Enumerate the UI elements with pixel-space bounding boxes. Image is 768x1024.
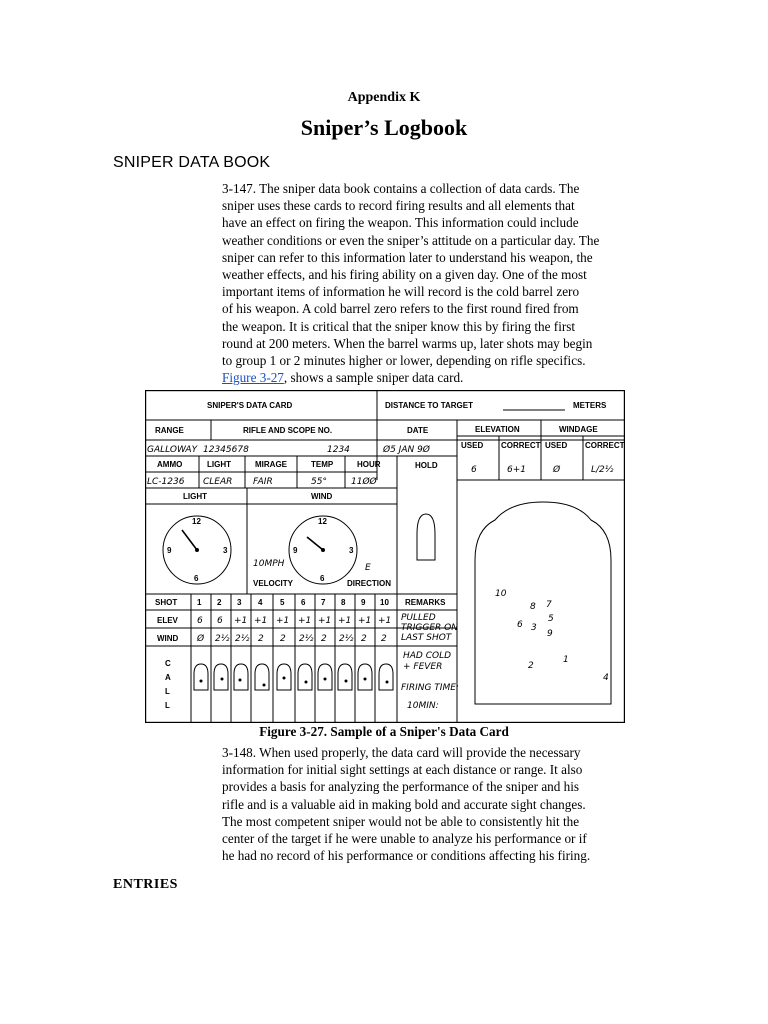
text-line: sniper can refer to this information later to understand his weapon, the <box>222 249 593 265</box>
ammo-label: AMMO <box>157 460 183 469</box>
windage-label: WINDAGE <box>559 425 598 434</box>
figure-caption: Figure 3-27. Sample of a Sniper's Data Card <box>259 724 509 739</box>
hw-elev-1: 6 <box>197 616 203 626</box>
text-line: round at 200 meters. When the barrel warms up, later shots may begin <box>222 335 593 351</box>
hw-elev-9: +1 <box>358 616 372 626</box>
hw-velocity: 10MPH <box>253 559 285 569</box>
rifle-scope-label: RIFLE AND SCOPE NO. <box>243 426 333 435</box>
hw-elev-10: +1 <box>378 616 392 626</box>
shot-number: 3 <box>237 598 242 607</box>
temp-label: TEMP <box>311 460 334 469</box>
shot-number: 5 <box>280 598 285 607</box>
hw-range: GALLOWAY <box>147 445 198 455</box>
target-shot: 7 <box>546 600 552 610</box>
page-title: Sniper’s Logbook <box>300 115 468 140</box>
text-line: information for initial sight settings at each distance or range. It also <box>222 762 583 778</box>
hw-elev-2: 6 <box>217 616 223 626</box>
light-label: LIGHT <box>183 492 207 501</box>
call-letter: C <box>165 659 171 668</box>
hw-elev-6: +1 <box>298 616 312 626</box>
text-line: the weapon. It is critical that the sniper know this by firing the first <box>222 318 576 334</box>
hw-light: CLEAR <box>203 477 233 487</box>
hw-direction: E <box>365 563 371 573</box>
hw-remark: TRIGGER ON <box>401 623 458 633</box>
wind-label: WIND <box>311 492 333 501</box>
target-shot: 1 <box>563 655 569 665</box>
text-line: sniper uses these cards to record firing results and all elements that <box>222 198 575 214</box>
shot-number: 2 <box>217 598 222 607</box>
elevation-label: ELEVATION <box>475 425 520 434</box>
text-line: weather effects, and his firing ability on a given day. One of the most <box>222 267 587 283</box>
text-line: he had no record of his performance or conditions affecting his firing. <box>222 848 591 864</box>
date-label: DATE <box>407 426 429 435</box>
hour-label: HOUR <box>357 460 381 469</box>
hw-wind-5: 2 <box>280 634 286 644</box>
text-line: of his weapon. A cold barrel zero refers to the first round fired from <box>222 301 579 317</box>
text-line: weather conditions or even the sniper’s attitude on a particular day. The <box>222 232 600 248</box>
shot-number: 1 <box>197 598 202 607</box>
call-letter: A <box>165 673 171 682</box>
meters-label: METERS <box>573 401 607 410</box>
mirage-label: MIRAGE <box>255 460 287 469</box>
shot-number: 6 <box>301 598 306 607</box>
call-letter: L <box>165 687 170 696</box>
target-shot: 6 <box>517 620 523 630</box>
elev-label: ELEV <box>157 616 178 625</box>
hw-wind-9: 2 <box>361 634 367 644</box>
text-line: rifle and is a valuable aid in making bold and accurate sight changes. <box>222 796 586 812</box>
data-card-drawing <box>145 390 625 723</box>
target-shot: 8 <box>530 602 536 612</box>
target-shot: 3 <box>531 623 537 633</box>
hw-scope-no: 1234 <box>327 445 350 455</box>
hw-elev-3: +1 <box>234 616 248 626</box>
hw-remark: 10MIN: <box>407 701 439 711</box>
text-line: The most competent sniper would not be able to consistently hit the <box>222 813 580 829</box>
text-line <box>222 369 662 386</box>
hw-wind-4: 2 <box>258 634 264 644</box>
target-shot: 4 <box>603 673 609 683</box>
hw-hour: 11ØØ <box>351 477 377 487</box>
hw-wind-used: Ø <box>553 465 561 475</box>
clock-wind-3: 3 <box>349 546 354 555</box>
hw-temp: 55° <box>311 477 327 487</box>
hw-remark: HAD COLD <box>403 651 452 661</box>
hw-remark: FIRING TIME: <box>401 683 459 693</box>
text-line: provides a basis for analyzing the performance of the sniper and his <box>222 779 580 795</box>
hw-wind-7: 2 <box>321 634 327 644</box>
hw-remark: PULLED <box>401 613 436 623</box>
wind-used-label: USED <box>545 441 568 450</box>
shot-label: SHOT <box>155 598 178 607</box>
sniper-data-card-figure <box>145 390 625 723</box>
hw-elev-used: 6 <box>471 465 477 475</box>
hw-wind-8: 2½ <box>339 634 354 644</box>
shot-number: 4 <box>258 598 263 607</box>
hw-wind-6: 2½ <box>299 634 314 644</box>
card-title: SNIPER'S DATA CARD <box>207 401 293 410</box>
hw-wind-correct: L/2½ <box>591 465 614 475</box>
hw-wind-2: 2½ <box>215 634 230 644</box>
hw-elev-7: +1 <box>318 616 332 626</box>
shot-number: 7 <box>321 598 326 607</box>
hw-remark: + FEVER <box>403 662 443 672</box>
hw-wind-1: Ø <box>197 634 205 644</box>
clock-wind-12: 12 <box>318 517 327 526</box>
hw-mirage: FAIR <box>253 477 273 487</box>
shot-number: 10 <box>380 598 389 607</box>
shot-number: 9 <box>361 598 366 607</box>
target-shot: 5 <box>548 614 554 624</box>
hw-elev-correct: 6+1 <box>507 465 526 475</box>
range-label: RANGE <box>155 426 184 435</box>
hw-remark: LAST SHOT <box>401 633 452 643</box>
hw-date: Ø5 JAN 9Ø <box>383 445 430 455</box>
target-shot: 2 <box>528 661 534 671</box>
paragraph-3-147 <box>222 180 662 386</box>
hw-elev-5: +1 <box>276 616 290 626</box>
clock-light-12: 12 <box>192 517 201 526</box>
hold-label: HOLD <box>415 461 438 470</box>
text-line: 3-147. The sniper data book contains a collection of data cards. The <box>222 181 580 196</box>
text-line: have an effect on firing the weapon. This information could include <box>222 215 579 231</box>
text-line: to group 1 or 2 minutes higher or lower, depending on rifle specifics. <box>222 353 586 369</box>
clock-wind-6: 6 <box>320 574 325 583</box>
text-line: center of the target if he were unable to analyze his performance or if <box>222 831 587 847</box>
paragraph-3-148 <box>222 744 662 864</box>
clock-light-6: 6 <box>194 574 199 583</box>
wind-correct-label: CORRECT <box>585 441 625 450</box>
elev-used-label: USED <box>461 441 484 450</box>
elev-correct-label: CORRECT <box>501 441 541 450</box>
hw-wind-10: 2 <box>381 634 387 644</box>
velocity-label: VELOCITY <box>253 579 294 588</box>
hw-rifle-no: 12345678 <box>203 445 249 455</box>
hw-ammo: LC-1236 <box>147 477 185 487</box>
remarks-label: REMARKS <box>405 598 446 607</box>
wind-row-label: WIND <box>157 634 179 643</box>
entries-heading: ENTRIES <box>113 877 178 892</box>
direction-label: DIRECTION <box>347 579 391 588</box>
text-line: important items of information he will record is the cold barrel zero <box>222 284 580 300</box>
clock-wind-9: 9 <box>293 546 298 555</box>
figure-3-27-link[interactable]: Figure 3-27 <box>222 370 284 386</box>
appendix-label: Appendix K <box>347 90 421 105</box>
shot-number: 8 <box>341 598 346 607</box>
section-heading: SNIPER DATA BOOK <box>113 154 271 171</box>
target-shot: 9 <box>547 629 553 639</box>
clock-light-9: 9 <box>167 546 172 555</box>
link-trailing-text: , shows a sample sniper data card. <box>283 370 464 386</box>
hw-elev-8: +1 <box>338 616 352 626</box>
text-line: 3-148. When used properly, the data card will provide the necessary <box>222 745 581 760</box>
light-col-label: LIGHT <box>207 460 231 469</box>
distance-label: DISTANCE TO TARGET <box>385 401 473 410</box>
clock-light-3: 3 <box>223 546 228 555</box>
call-letter: L <box>165 701 170 710</box>
target-shot: 10 <box>495 589 507 599</box>
hw-wind-3: 2½ <box>235 634 250 644</box>
hw-elev-4: +1 <box>254 616 268 626</box>
